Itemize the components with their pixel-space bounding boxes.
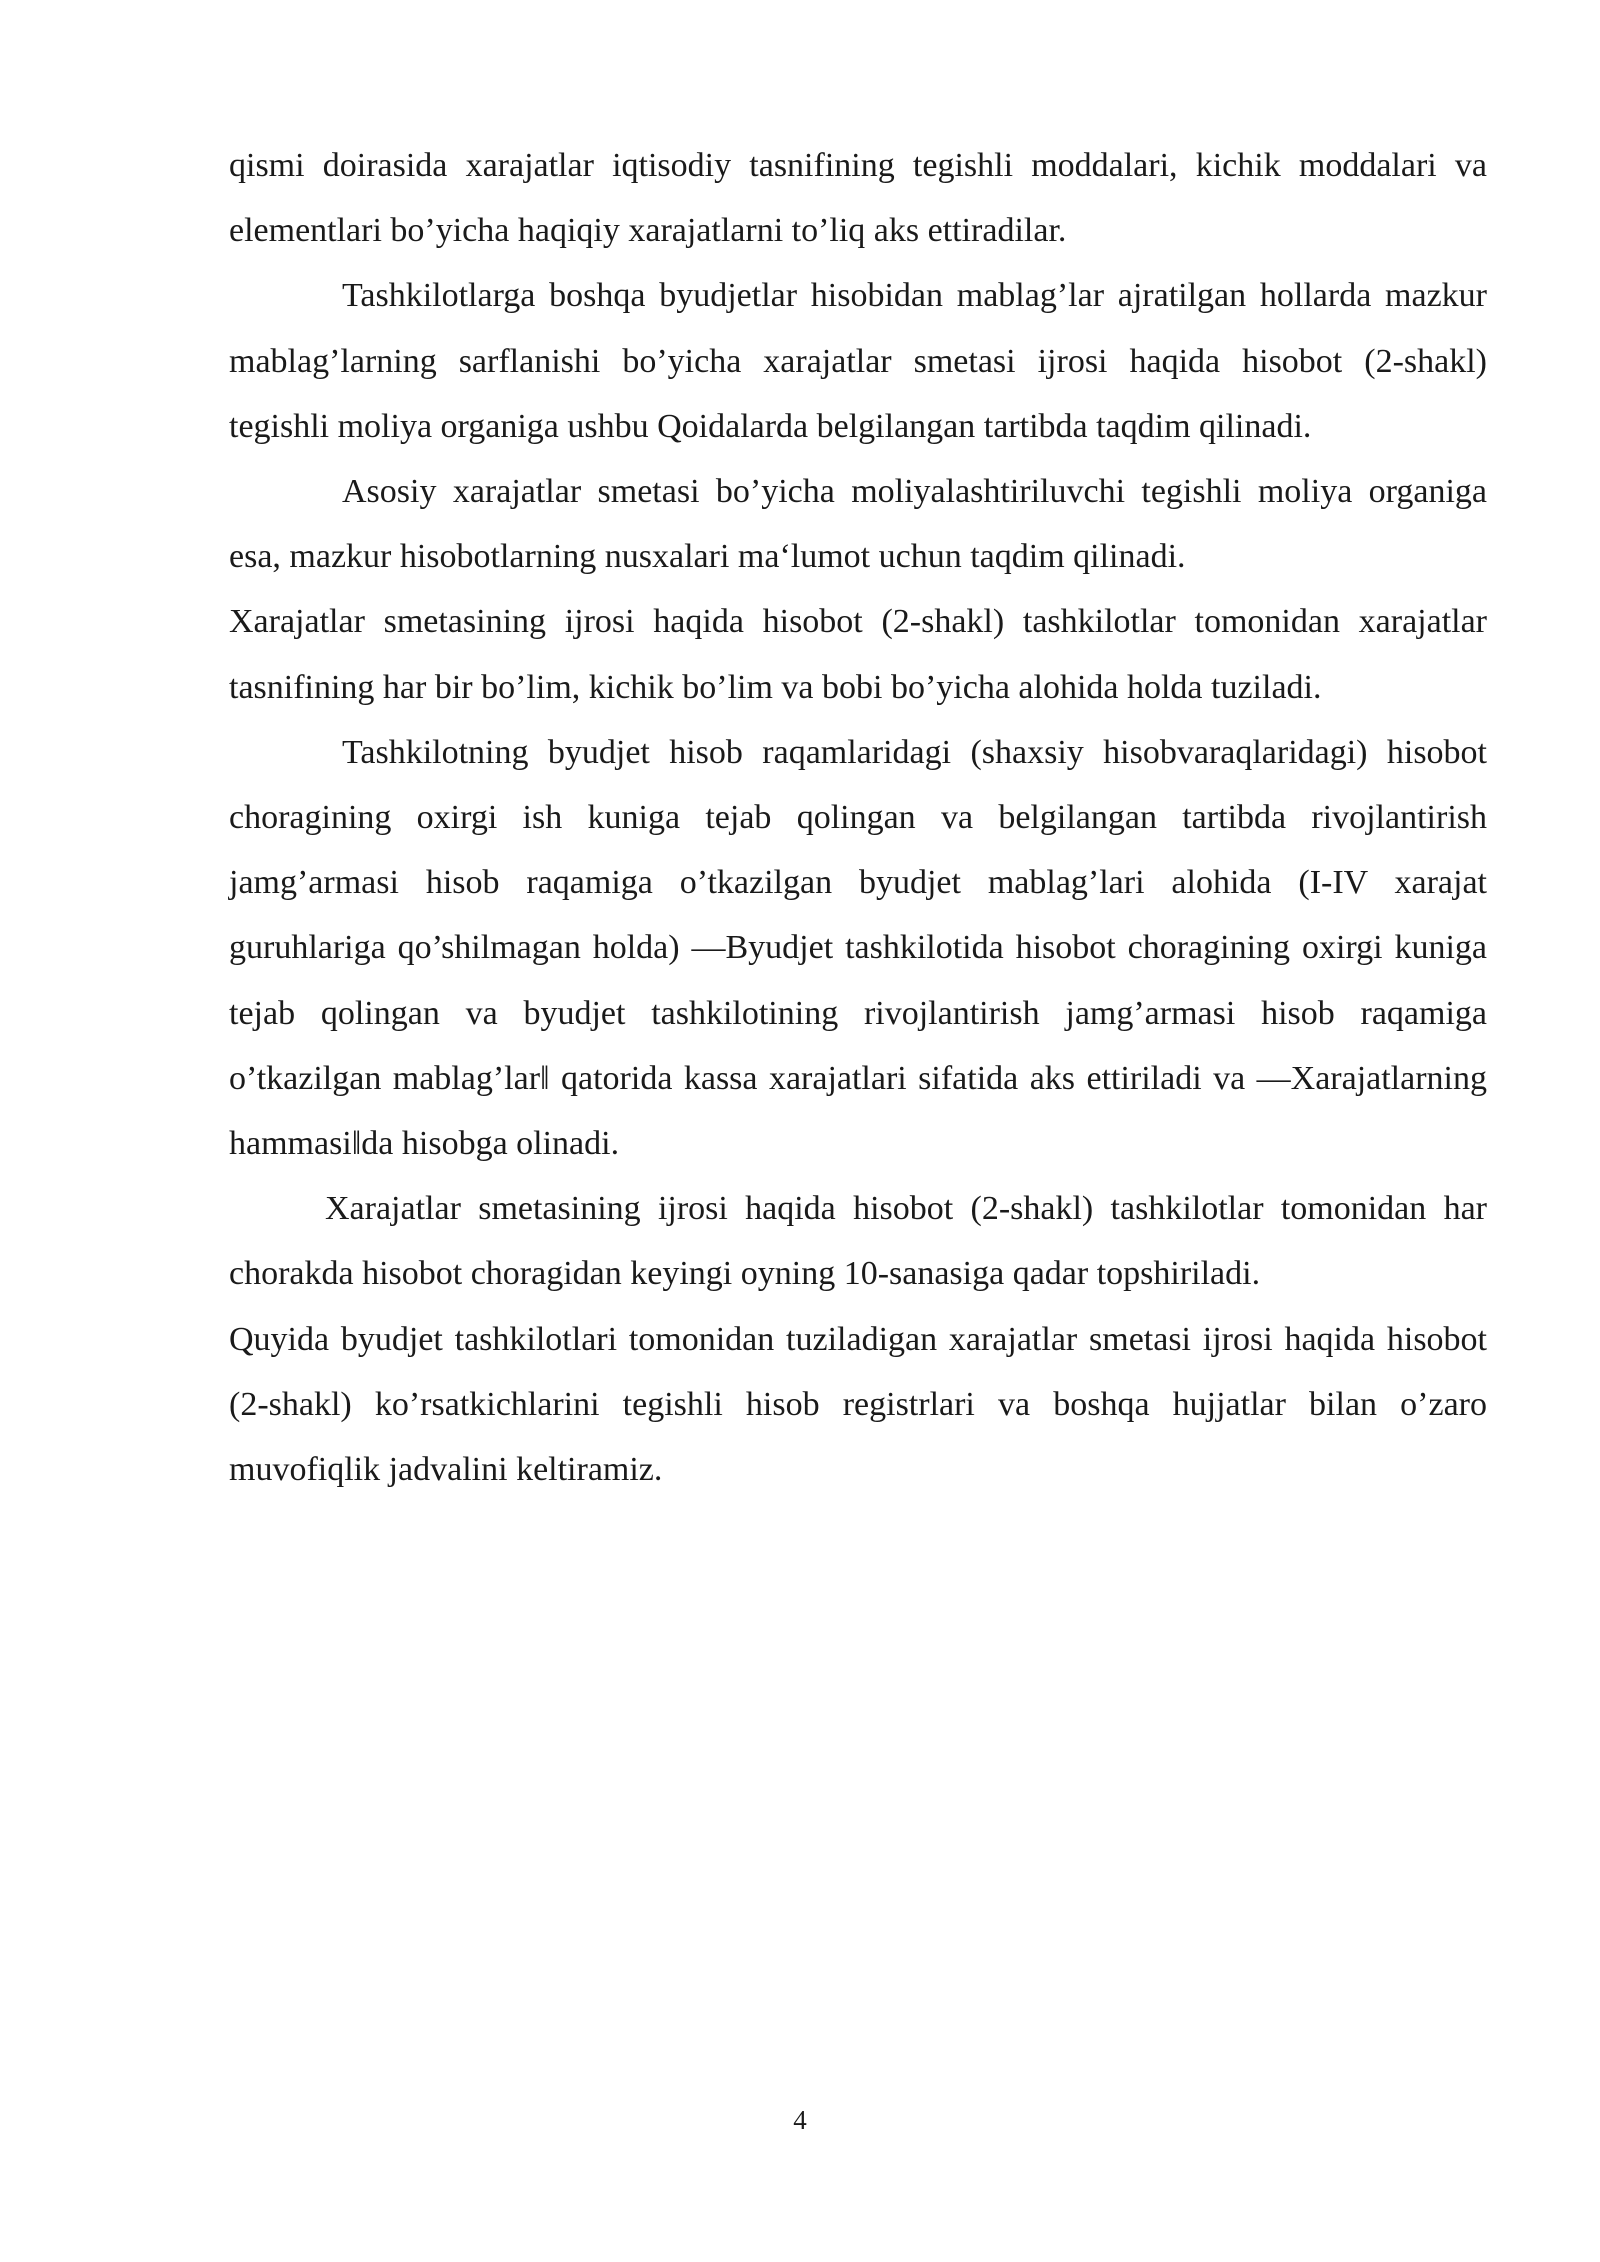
page-number: 4 [793, 2105, 807, 2135]
paragraph-1: qismi doirasida xarajatlar iqtisodiy tasnifining tegishli moddalari, kichik moddalari va elementlari bo’yicha haqiqiy xarajatlarni to’liq aks ettiradilar. [229, 147, 1487, 250]
paragraph-4: Xarajatlar smetasining ijrosi haqida hisobot (2-shakl) tashkilotlar tomonidan xarajatlar tasnifining har bir bo’lim, kichik bo’lim va bobi bo’yicha alohida holda tuziladi. [229, 603, 1487, 706]
body-text [229, 133, 1487, 1502]
paragraph-5: Tashkilotning byudjet hisob raqamlaridagi (shaxsiy hisobvaraqlaridagi) hisobot choragining oxirgi ish kuniga tejab qolingan va belgilangan tartibda rivojlantirish jamg’armasi hisob raqamiga o’tkazilgan byudjet mablag’lari alohida (I-IV xarajat guruhlariga qo’shilmagan holda) ―Byudjet tashkilotida hisobot choragining oxirgi kuniga tejab qolingan va byudjet tashkilotining rivojlantirish jamg’armasi hisob raqamiga o’tkazilgan mablag’lar‖ qatorida kassa xarajatlari sifatida aks ettiriladi va ―Xarajatlarning hammasi‖da hisobga olinadi. [229, 733, 1487, 1163]
paragraph-3: Asosiy xarajatlar smetasi bo’yicha moliyalashtiriluvchi tegishli moliya organiga esa, mazkur hisobotlarning nusxalari ma‘lumot uchun taqdim qilinadi. [229, 473, 1487, 576]
paragraph-6: Xarajatlar smetasining ijrosi haqida hisobot (2-shakl) tashkilotlar tomonidan har chorakda hisobot choragidan keyingi oyning 10-sanasiga qadar topshiriladi. [229, 1190, 1487, 1293]
paragraph-2: Tashkilotlarga boshqa byudjetlar hisobidan mablag’lar ajratilgan hollarda mazkur mablag’larning sarflanishi bo’yicha xarajatlar smetasi ijrosi haqida hisobot (2-shakl) tegishli moliya organiga ushbu Qoidalarda belgilangan tartibda taqdim qilinadi. [229, 277, 1487, 445]
paragraph-7: Quyida byudjet tashkilotlari tomonidan tuziladigan xarajatlar smetasi ijrosi haqida hisobot (2-shakl) ko’rsatkichlarini tegishli hisob registrlari va boshqa hujjatlar bilan o’zaro muvofiqlik jadvalini keltiramiz. [229, 1320, 1487, 1489]
